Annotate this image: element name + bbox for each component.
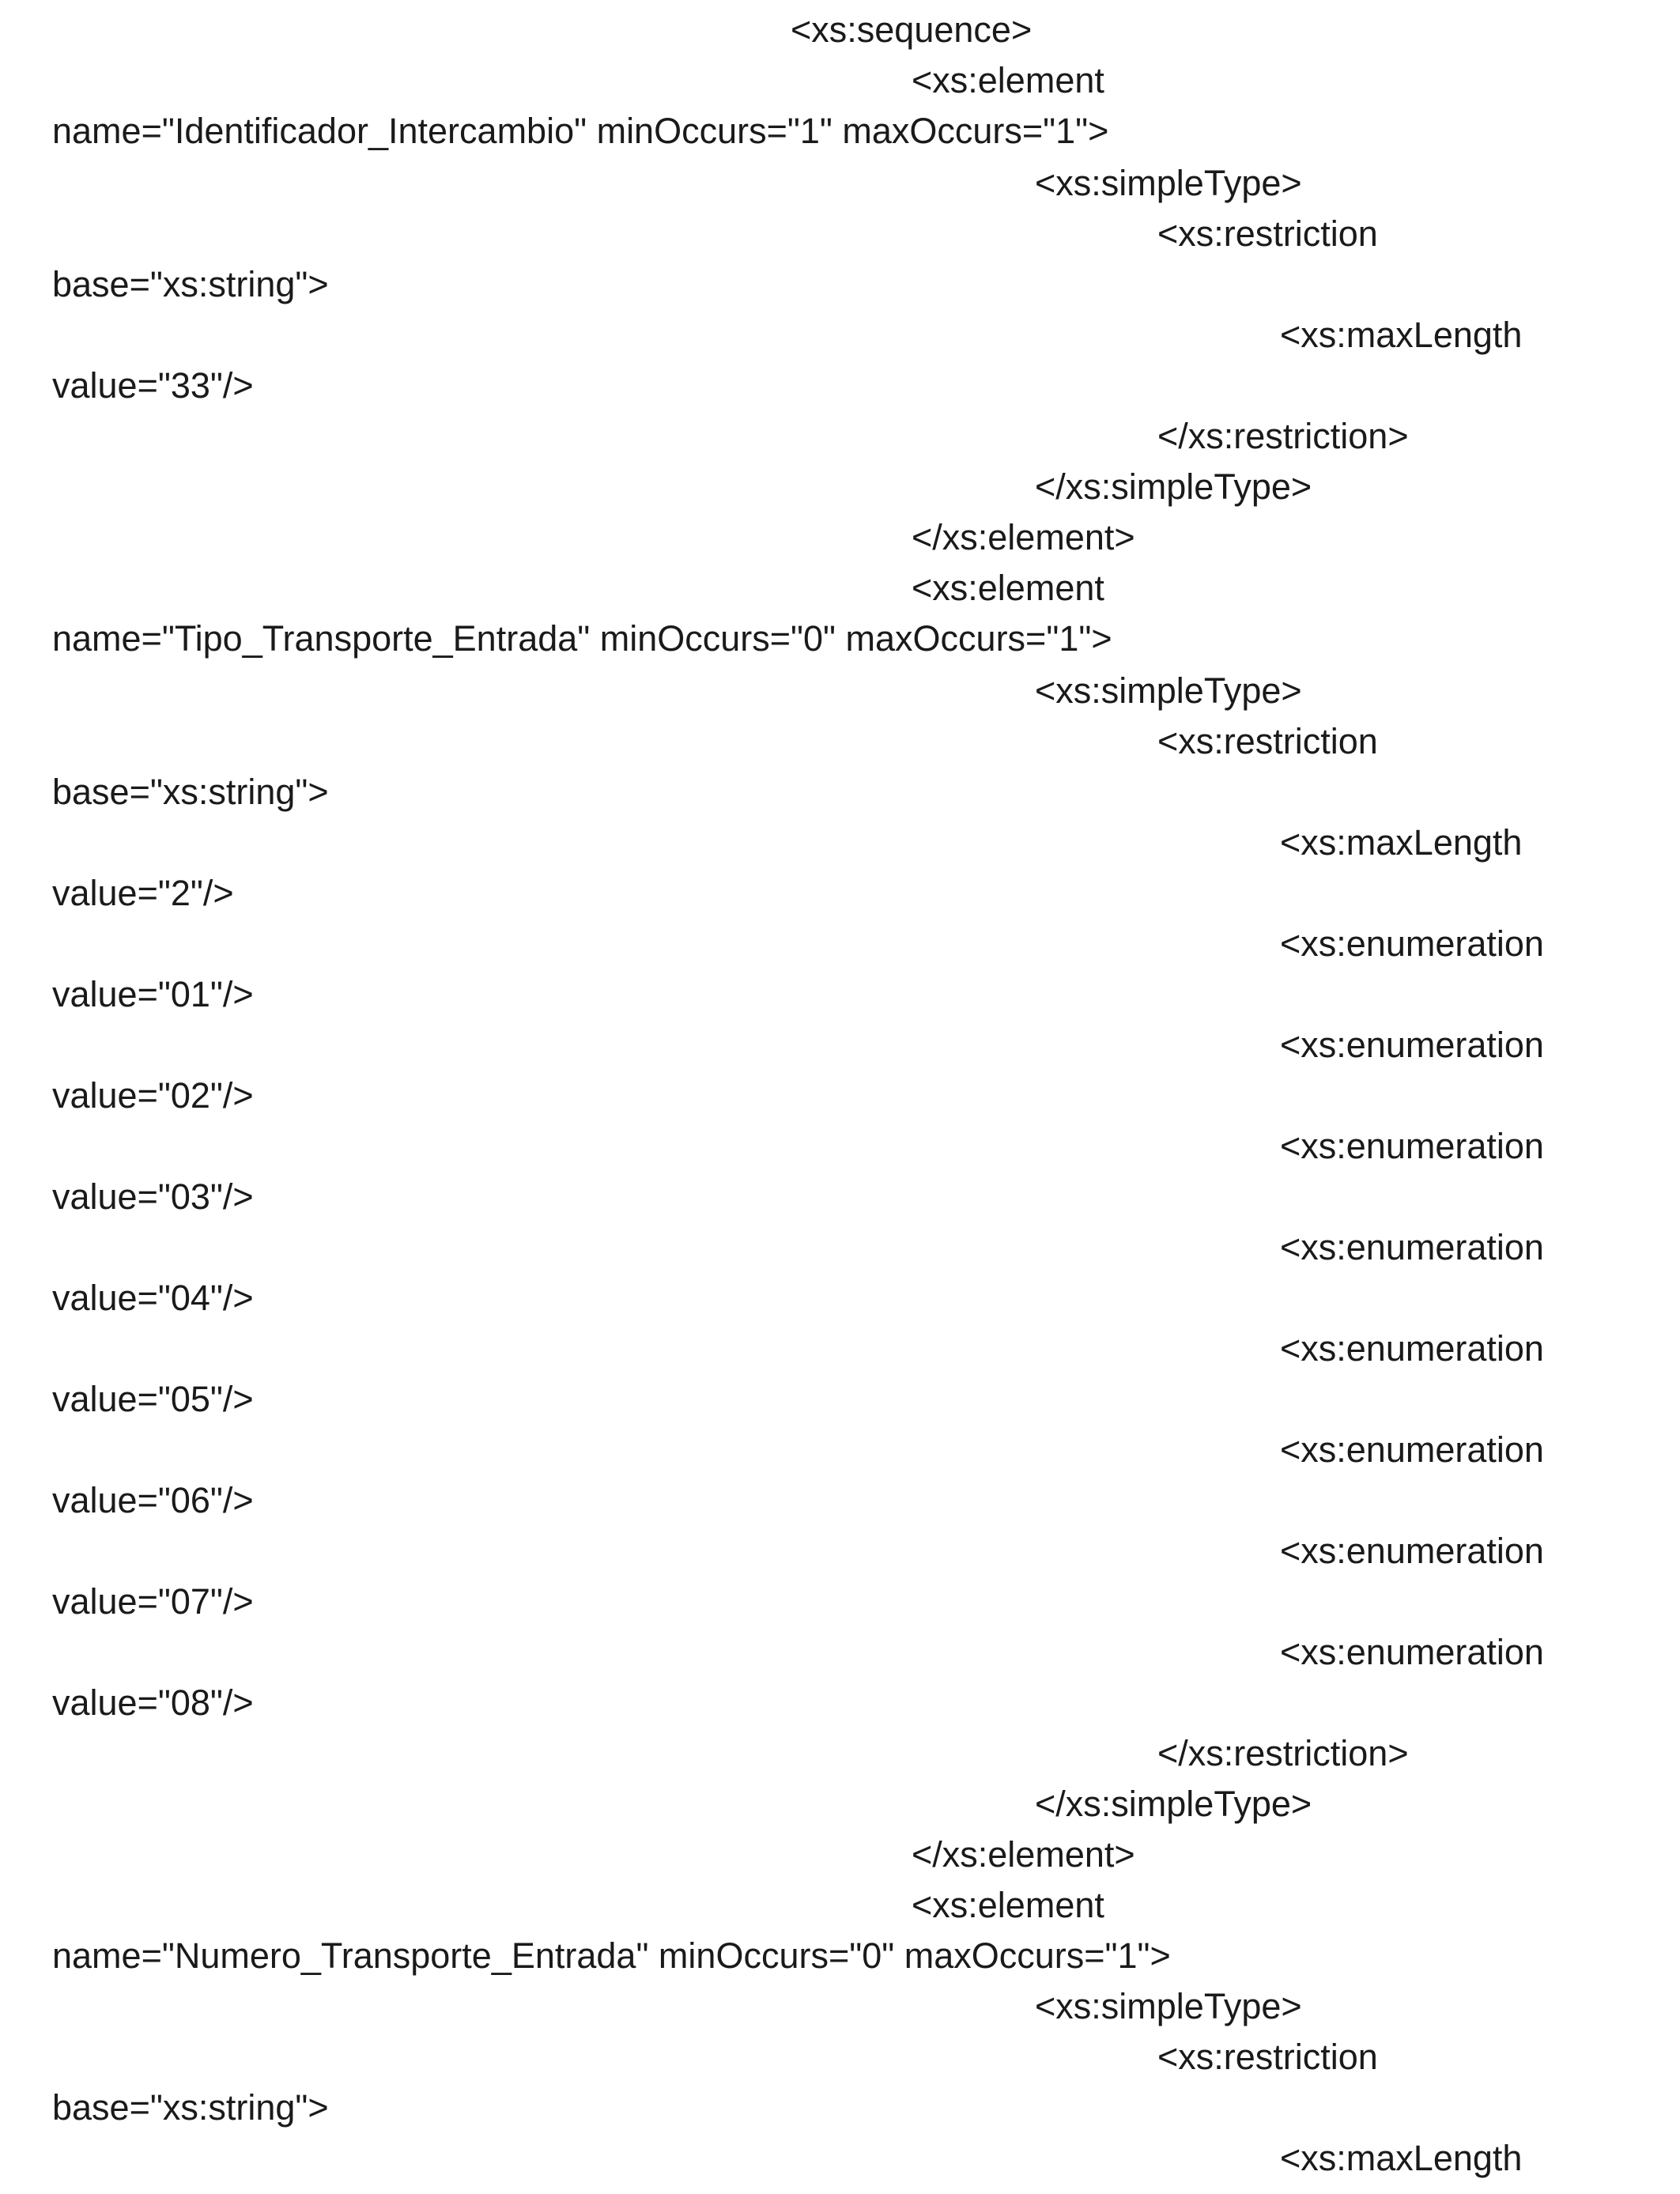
code-line: <xs:simpleType> <box>1035 1986 1302 2026</box>
code-line: </xs:restriction> <box>1157 416 1409 456</box>
code-line: <xs:maxLength <box>1280 2138 1523 2178</box>
code-line: value="04"/> <box>52 1278 254 1318</box>
code-line: <xs:sequence> <box>791 9 1033 50</box>
code-line: </xs:simpleType> <box>1035 1784 1312 1824</box>
code-line: <xs:element <box>912 60 1104 100</box>
code-line: base="xs:string"> <box>52 772 329 812</box>
code-line: value="03"/> <box>52 1176 254 1217</box>
code-line: <xs:enumeration <box>1280 1429 1544 1470</box>
code-line: <xs:restriction <box>1157 2037 1378 2077</box>
code-line: name="Identificador_Intercambio" minOccurs="1" maxOccurs="1"> <box>52 111 1109 151</box>
code-line: value="06"/> <box>52 1480 254 1520</box>
code-line: name="Numero_Transporte_Entrada" minOccurs="0" maxOccurs="1"> <box>52 1935 1171 1976</box>
code-line: base="xs:string"> <box>52 2087 329 2128</box>
code-line: name="Tipo_Transporte_Entrada" minOccurs="0" maxOccurs="1"> <box>52 618 1112 659</box>
code-line: <xs:simpleType> <box>1035 163 1302 203</box>
code-line: base="xs:string"> <box>52 264 329 304</box>
code-line: <xs:enumeration <box>1280 1126 1544 1166</box>
code-line: </xs:element> <box>912 1834 1135 1875</box>
code-line: <xs:element <box>912 568 1104 608</box>
code-line: value="33"/> <box>52 365 254 406</box>
code-line: <xs:maxLength <box>1280 822 1523 863</box>
code-line: <xs:enumeration <box>1280 1531 1544 1571</box>
code-line: <xs:enumeration <box>1280 923 1544 964</box>
code-line: <xs:maxLength <box>1280 315 1523 355</box>
code-line: <xs:restriction <box>1157 721 1378 761</box>
code-line: value="08"/> <box>52 1682 254 1723</box>
code-line: </xs:simpleType> <box>1035 466 1312 507</box>
code-line: value="01"/> <box>52 974 254 1014</box>
code-line: <xs:enumeration <box>1280 1227 1544 1267</box>
code-line: value="02"/> <box>52 1075 254 1116</box>
code-line: value="2"/> <box>52 873 234 913</box>
code-line: <xs:enumeration <box>1280 1632 1544 1672</box>
code-line: </xs:restriction> <box>1157 1733 1409 1773</box>
code-line: <xs:restriction <box>1157 213 1378 254</box>
code-line: </xs:element> <box>912 517 1135 557</box>
code-line: <xs:enumeration <box>1280 1025 1544 1065</box>
code-line: value="05"/> <box>52 1379 254 1419</box>
code-line: <xs:element <box>912 1885 1104 1925</box>
code-line: value="07"/> <box>52 1581 254 1622</box>
code-line: <xs:enumeration <box>1280 1328 1544 1369</box>
code-line: <xs:simpleType> <box>1035 670 1302 711</box>
